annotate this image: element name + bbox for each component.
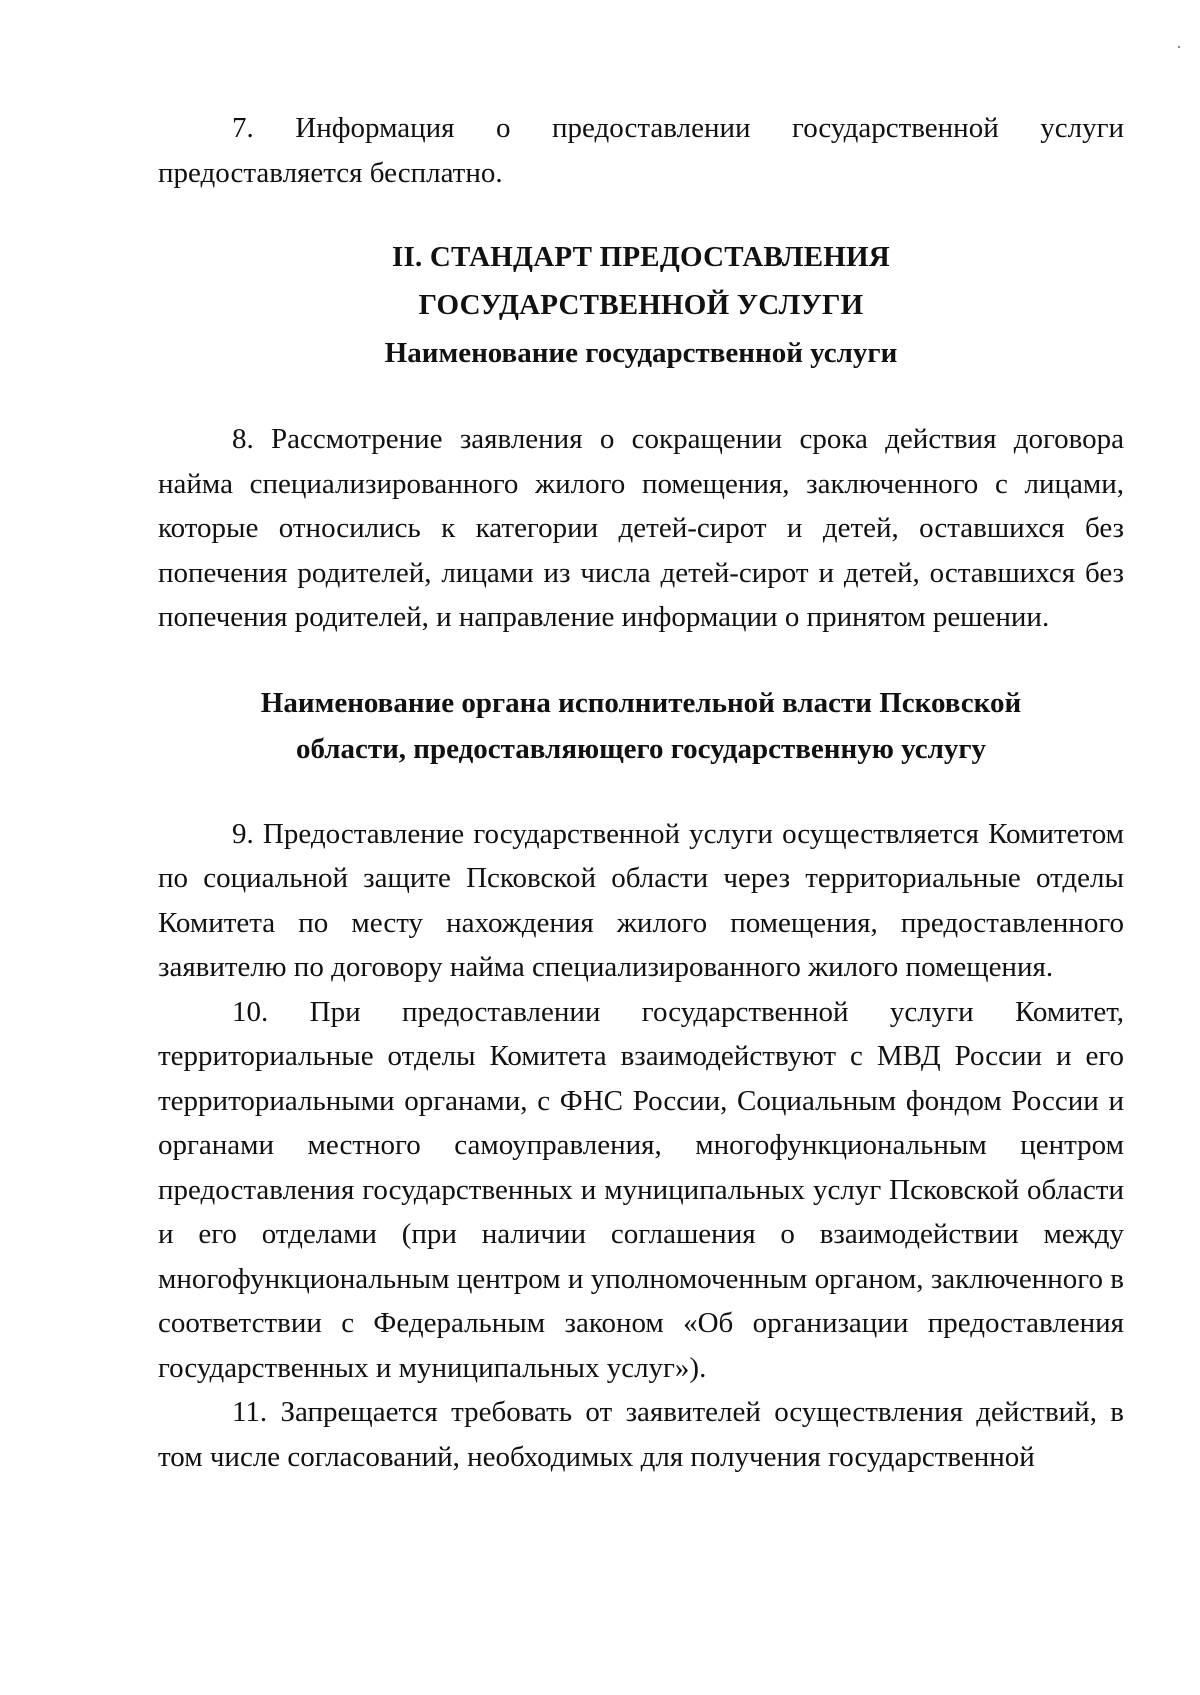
paragraph-7: 7. Информация о предоставлении государственной услуги предоставляется бесплатно.: [158, 112, 1124, 189]
subsection-title-line-2: области, предоставляющего государственную услугу: [295, 732, 987, 765]
subsection-title: [158, 680, 1124, 772]
paragraph-11: 11. Запрещается требовать от заявителей осуществления действий, в том числе согласований, необходимых для получения государственной: [158, 1396, 1124, 1473]
paragraph-9: 9. Предоставление государственной услуги осуществляется Комитетом по социальной защите Псковской области через территориальные отделы Комитета по месту нахождения жилого помещения, предоставленного заявителю по договору найма специализированного жилого помещения.: [158, 817, 1124, 983]
scan-speck: [1178, 46, 1180, 48]
paragraph-8: 8. Рассмотрение заявления о сокращении срока действия договора найма специализированного жилого помещения, заключенного с лицами, которые относились к категории детей-сирот и детей, оставшихся без попечения родителей, лицами из числа детей-сирот и детей, оставшихся без попечения родителей, и направление информации о принятом решении.: [158, 423, 1124, 633]
section-subtitle: Наименование государственной услуги: [384, 337, 898, 369]
subsection-title-line-1: Наименование органа исполнительной власти Псковской: [260, 686, 1022, 719]
section-title-line-1: II. СТАНДАРТ ПРЕДОСТАВЛЕНИЯ: [392, 241, 890, 273]
paragraph-10: 10. При предоставлении государственной услуги Комитет, территориальные отделы Комитета взаимодействуют с МВД России и его территориальными органами, с ФНС России, Социальным фондом России и органами местного самоуправления, многофункциональным центром предоставления государственных и муниципальных услуг Псковской области и его отделами (при наличии соглашения о взаимодействии между многофункциональным центром и уполномоченным органом, заключенного в соответствии с Федеральным законом «Об организации предоставления государственных и муниципальных услуг»).: [158, 995, 1124, 1384]
section-title-line-2: ГОСУДАРСТВЕННОЙ УСЛУГИ: [418, 289, 864, 321]
document-body: [158, 106, 1124, 1479]
